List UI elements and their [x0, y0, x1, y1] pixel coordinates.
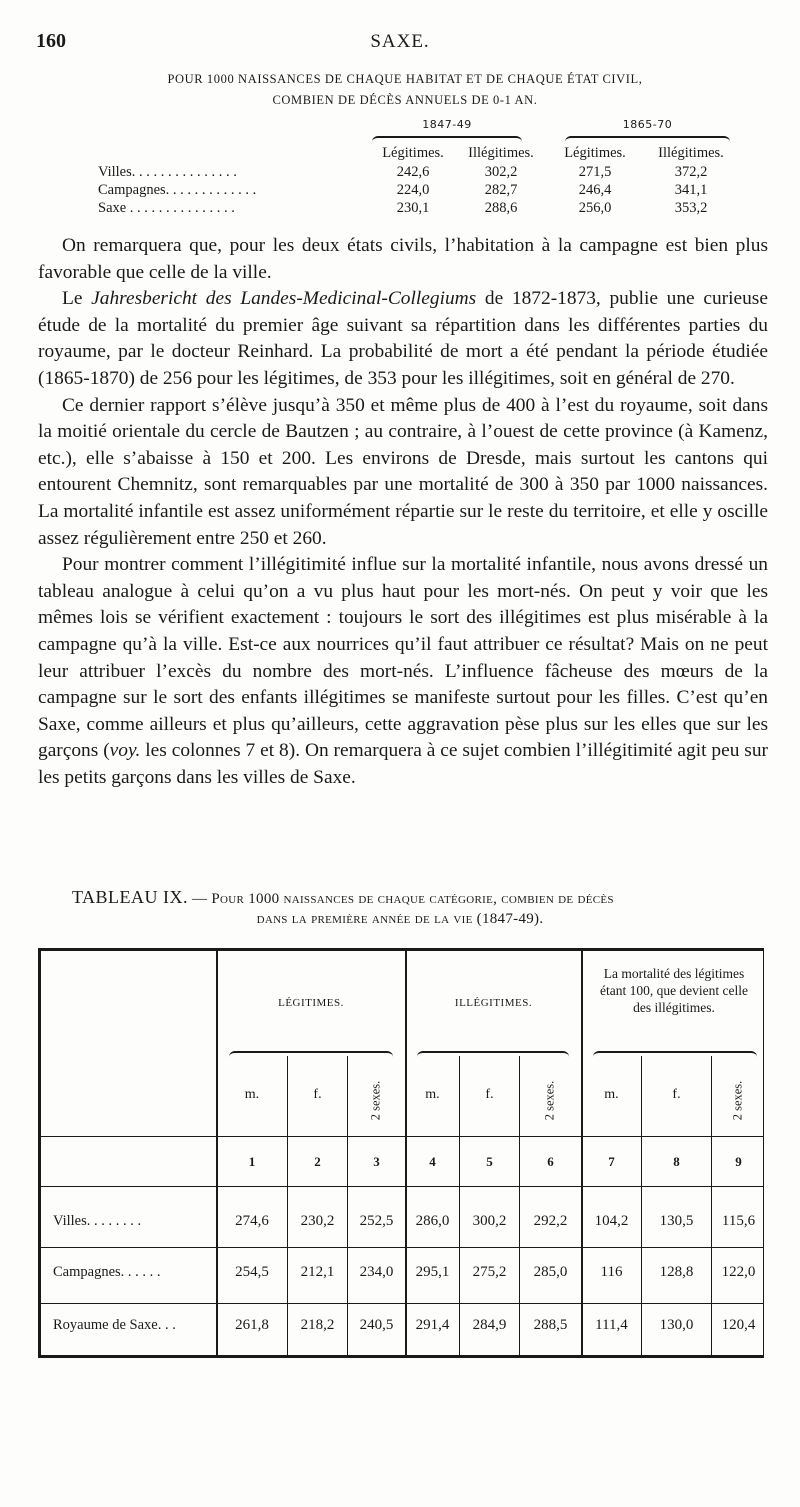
table2-caption-label: TABLEAU IX. — [72, 887, 189, 907]
cell: 240,5 — [359, 1317, 394, 1333]
table1-title-line2: COMBIEN DE DÉCÈS ANNUELS DE 0-1 AN. — [272, 93, 538, 107]
italic-title: Jahresbericht des Landes-Medicinal-Collegiums — [91, 288, 477, 310]
subheader: f. — [485, 1087, 494, 1102]
table1-col-header: Illégitimes. — [658, 145, 724, 161]
cell: 282,7 — [484, 181, 518, 198]
col-number: 3 — [373, 1154, 380, 1169]
cell: 284,9 — [472, 1317, 507, 1333]
cell: 128,8 — [659, 1264, 694, 1280]
cell: 256,0 — [578, 199, 612, 216]
subheader: m. — [604, 1087, 619, 1102]
col-number: 4 — [429, 1154, 436, 1169]
subheader — [520, 1061, 581, 1136]
cell: 218,2 — [300, 1317, 335, 1333]
text: de 1872-1873, publie une curieuse étude de la mortalité du premier âge suivant sa répartition dans les différentes parties du royaume, par le docteur Reinhard. La probabilité de mort a été pendant la période étudiée (1865-1870) de 256 pour les légitimes, de 353 pour les illégitimes, soit en général de 270. — [38, 288, 768, 389]
table1-brace-2 — [565, 136, 730, 144]
subheader: f. — [672, 1087, 681, 1102]
table-row — [41, 1213, 765, 1233]
table1-period-1: 1847-49 — [422, 118, 472, 131]
row-label: Royaume de Saxe. . . — [53, 1317, 176, 1333]
cell: 234,0 — [359, 1264, 394, 1280]
cell: 295,1 — [415, 1264, 450, 1280]
paragraph — [38, 552, 768, 791]
table1-col-header: Légitimes. — [564, 145, 626, 161]
paragraph: On remarquera que, pour les deux états civils, l’habitation à la campagne est bien plus favorable que celle de la ville. — [38, 235, 768, 283]
table1 — [98, 144, 738, 217]
table2-caption-text: — Pour 1000 naissances de chaque catégorie, combien de décès — [192, 891, 614, 907]
cell: 212,1 — [300, 1264, 335, 1280]
cell: 285,0 — [533, 1264, 568, 1280]
subheader-vertical: 2 sexes. — [730, 1080, 745, 1121]
table2 — [38, 948, 764, 1358]
cell: 111,4 — [595, 1317, 628, 1333]
cell: 242,6 — [396, 163, 430, 180]
subheader — [348, 1061, 405, 1136]
cell: 271,5 — [578, 163, 612, 180]
cell: 288,6 — [484, 199, 518, 216]
subheader-vertical: 2 sexes. — [542, 1080, 557, 1121]
text: les colonnes 7 et 8). On remarquera à ce sujet combien l’illégitimité agit peu sur les petits garçons dans les villes de Saxe. — [38, 740, 768, 788]
table-row — [98, 163, 738, 181]
text: Le — [62, 288, 92, 310]
cell: 130,0 — [659, 1317, 694, 1333]
cell: 341,1 — [674, 181, 708, 198]
group-brace — [593, 1051, 757, 1059]
col-number: 1 — [248, 1154, 256, 1169]
body-text — [38, 233, 768, 791]
table1-title-line1: POUR 1000 NAISSANCES DE CHAQUE HABITAT ET DE CHAQUE ÉTAT CIVIL, — [167, 72, 643, 86]
cell: 254,5 — [235, 1264, 269, 1280]
cell: 246,4 — [578, 181, 612, 198]
paragraph — [38, 286, 768, 392]
row-label: Campagnes. . . . . . . . . . . . . — [98, 181, 257, 198]
cell: 286,0 — [415, 1213, 450, 1229]
group-header-legitimes: LÉGITIMES. — [278, 997, 344, 1009]
group-header-illegitimes: ILLÉGITIMES. — [454, 997, 533, 1009]
cell: 300,2 — [472, 1213, 507, 1229]
cell: 275,2 — [472, 1264, 507, 1280]
page-number: 160 — [36, 30, 66, 52]
col-number: 2 — [314, 1154, 321, 1169]
col-number: 8 — [673, 1154, 680, 1169]
cell: 291,4 — [415, 1317, 450, 1333]
cell: 115,6 — [721, 1213, 756, 1229]
table-row — [98, 199, 738, 217]
cell: 104,2 — [594, 1213, 629, 1229]
cell: 230,2 — [300, 1213, 335, 1229]
cell: 130,5 — [659, 1213, 694, 1229]
paragraph: Ce dernier rapport s’élève jusqu’à 350 et même plus de 400 à l’est du royaume, soit dans la moitié orientale du cercle de Bautzen ; au contraire, à l’ouest de cette province (à Kamenz, etc.), elle s’abaisse à 150 et 200. Les environs de Dresde, mais surtout les cantons qui entourent Chemnitz, sont remarquables par une mortalité de 300 à 350 par 1000 naissances. La mortalité infantile est assez uniformément répartie sur le reste du territoire, et elle y oscille assez régulièrement entre 250 et 260. — [38, 394, 768, 549]
group-header-ratio: La mortalité des légitimes étant 100, que devient celle des illégitimes. — [599, 966, 749, 1015]
cell: 261,8 — [235, 1317, 269, 1333]
table2-caption-line1 — [72, 887, 762, 908]
italic-text: voy. — [109, 740, 141, 762]
cell: 302,2 — [484, 163, 518, 180]
cell: 116 — [600, 1264, 623, 1280]
table-row — [41, 1317, 765, 1337]
table1-brace-1 — [372, 136, 522, 144]
group-brace — [229, 1051, 393, 1059]
row-label: Saxe . . . . . . . . . . . . . . . — [98, 199, 235, 216]
row-label: Campagnes. . . . . . — [53, 1264, 161, 1280]
subheader: m. — [244, 1087, 260, 1102]
col-number: 9 — [735, 1154, 742, 1169]
cell: 122,0 — [721, 1264, 756, 1280]
col-number: 7 — [608, 1154, 615, 1169]
subheader: f. — [313, 1087, 322, 1102]
table-row — [41, 1264, 765, 1284]
table1-col-header: Illégitimes. — [468, 145, 534, 161]
group-brace — [417, 1051, 569, 1059]
col-number: 6 — [547, 1154, 554, 1169]
cell: 292,2 — [533, 1213, 568, 1229]
row-label: Villes. . . . . . . . . . . . . . . — [98, 163, 237, 180]
cell: 120,4 — [721, 1317, 756, 1333]
cell: 353,2 — [674, 199, 708, 216]
text: Pour montrer comment l’illégitimité influe sur la mortalité infantile, nous avons dressé un tableau analogue à celui qu’on a vu plus haut pour les mort-nés. On peut y voir que les mêmes lois se vérifient exactement : toujours le sort des illégitimes est plus misérable à la campagne qu’à la ville. Est-ce aux nourrices qu’il faut attribuer ce résultat? Mais on ne peut leur attribuer l’excès du nombre des mort-nés. L’influence fâcheuse des mœurs de la campagne sur le sort des enfants illégitimes se manifeste surtout pour les filles. C’est qu’en Saxe, comme ailleurs et plus qu’ailleurs, cette aggravation pèse plus sur les elles que sur les garçons ( — [38, 554, 768, 762]
row-label: Villes. . . . . . . . — [53, 1213, 142, 1229]
table1-period-2: 1865-70 — [622, 118, 673, 131]
subheader: m. — [425, 1087, 440, 1102]
cell: 372,2 — [674, 163, 708, 180]
cell: 230,1 — [396, 199, 430, 216]
cell: 252,5 — [359, 1213, 394, 1229]
subheader — [712, 1061, 765, 1136]
table1-header-row — [98, 144, 738, 163]
cell: 288,5 — [533, 1317, 568, 1333]
table1-col-header: Légitimes. — [382, 145, 444, 161]
cell: 274,6 — [235, 1213, 269, 1229]
table-row — [98, 181, 738, 199]
cell: 224,0 — [396, 181, 430, 198]
running-title: SAXE. — [370, 31, 430, 52]
table2-caption-line2: dans la première année de la vie (1847-49). — [256, 911, 544, 927]
subheader-vertical: 2 sexes. — [368, 1080, 383, 1121]
col-number: 5 — [486, 1154, 493, 1169]
